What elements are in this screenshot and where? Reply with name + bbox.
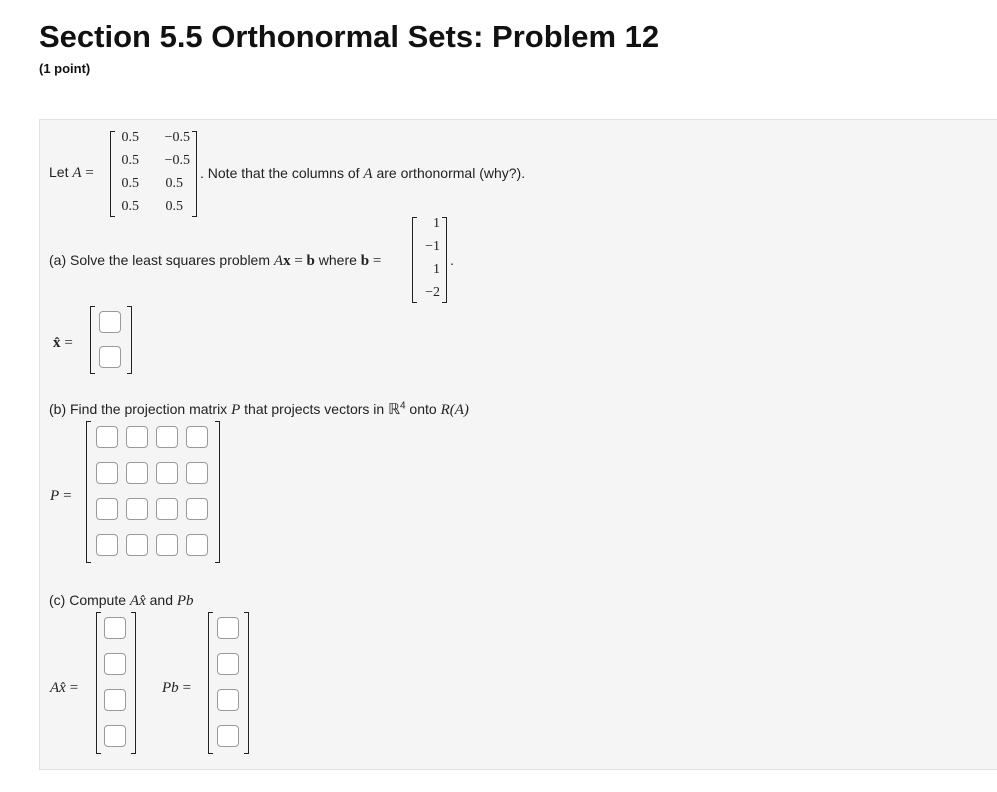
pb-input-2[interactable]	[217, 653, 239, 675]
vector-b-cell: 1	[433, 262, 440, 277]
pb-input-4[interactable]	[217, 725, 239, 747]
matrix-a-cell: 0.5	[121, 199, 139, 214]
p-input-r4-c2[interactable]	[126, 534, 148, 556]
matrix-a-cell: 0.5	[121, 176, 139, 191]
equals-sign: =	[85, 165, 94, 181]
p-input-r4-c1[interactable]	[96, 534, 118, 556]
pb-label-line	[162, 679, 191, 697]
p-input-r2-c3[interactable]	[156, 462, 178, 484]
p-input-r1-c1[interactable]	[96, 426, 118, 448]
ax-input-3[interactable]	[104, 689, 126, 711]
ax-label: Ax̂	[50, 680, 66, 696]
expr-pb: Pb	[176, 593, 194, 609]
p-input-r2-c4[interactable]	[186, 462, 208, 484]
problem-panel	[39, 119, 997, 770]
p-input-r1-c3[interactable]	[156, 426, 178, 448]
pb-label: Pb	[162, 680, 179, 696]
part-c-text: (c) Compute	[49, 592, 130, 608]
p-input-r2-c1[interactable]	[96, 462, 118, 484]
xhat-input-1[interactable]	[99, 311, 121, 333]
orthonormal-note	[200, 165, 525, 183]
xhat-left-bracket	[90, 306, 95, 374]
vector-b-right-bracket	[442, 217, 447, 303]
p-input-r1-c4[interactable]	[186, 426, 208, 448]
part-b-text: (b) Find the projection matrix	[49, 401, 232, 417]
p-input-r3-c3[interactable]	[156, 498, 178, 520]
ax-label-line	[50, 679, 78, 697]
p-input-r2-c2[interactable]	[126, 462, 148, 484]
expr-ax: Ax̂	[129, 593, 146, 609]
p-eq: =	[63, 488, 72, 504]
vector-b-cell: −2	[425, 285, 440, 300]
var-a: A	[72, 165, 82, 181]
note-text: . Note that the columns of	[200, 165, 364, 181]
reals-symbol: ℝ	[388, 402, 400, 418]
p-input-r1-c2[interactable]	[126, 426, 148, 448]
p-label: P	[50, 488, 60, 504]
onto-text: onto	[405, 401, 441, 417]
part-a-question	[49, 252, 381, 270]
matrix-a-cell: 0.5	[165, 176, 183, 191]
b-var: b	[360, 253, 370, 269]
part-a-text: (a) Solve the least squares problem	[49, 252, 274, 268]
note-var-a: A	[363, 166, 373, 182]
ax-eq: =	[69, 680, 79, 696]
ax-input-2[interactable]	[104, 653, 126, 675]
part-c-question	[49, 592, 194, 610]
p-input-r4-c3[interactable]	[156, 534, 178, 556]
period: .	[450, 252, 454, 268]
matrix-a-cell: 0.5	[121, 130, 139, 145]
expr-x: x	[283, 253, 291, 269]
matrix-a-cell: −0.5	[164, 153, 190, 168]
part-b-text2: that projects vectors in	[240, 401, 389, 417]
where-text: where	[314, 252, 361, 268]
xhat-label: x̂	[53, 335, 61, 351]
xhat-input-2[interactable]	[99, 346, 121, 368]
expr-a: A	[273, 253, 284, 269]
p-right-bracket	[215, 421, 220, 563]
pb-left-bracket	[208, 612, 213, 754]
and-text: and	[145, 592, 177, 608]
range-a: R(A)	[440, 402, 469, 418]
p-input-r3-c1[interactable]	[96, 498, 118, 520]
xhat-eq: =	[64, 335, 73, 351]
p-label-line	[50, 487, 72, 505]
note-end-text: are orthonormal (why?).	[372, 165, 526, 181]
b-eq: =	[369, 253, 382, 269]
intro-line	[49, 164, 94, 182]
ax-left-bracket	[96, 612, 101, 754]
superscript-4: 4	[399, 400, 406, 412]
page-title: Section 5.5 Orthonormal Sets: Problem 12	[39, 19, 660, 54]
matrix-a-cell: 0.5	[165, 199, 183, 214]
vector-b-cell: 1	[433, 216, 440, 231]
vector-b-cell: −1	[425, 239, 440, 254]
pb-input-3[interactable]	[217, 689, 239, 711]
matrix-a-right-bracket	[192, 131, 197, 217]
p-input-r4-c4[interactable]	[186, 534, 208, 556]
p-left-bracket	[86, 421, 91, 563]
xhat-label-line	[53, 334, 73, 352]
pb-eq: =	[182, 680, 192, 696]
p-input-r3-c2[interactable]	[126, 498, 148, 520]
ax-input-4[interactable]	[104, 725, 126, 747]
p-input-r3-c4[interactable]	[186, 498, 208, 520]
part-b-question	[49, 400, 469, 419]
let-text: Let	[49, 164, 69, 180]
points-label: (1 point)	[39, 61, 91, 76]
var-p: P	[231, 402, 241, 418]
matrix-a-cell: 0.5	[121, 153, 139, 168]
matrix-a-cell: −0.5	[164, 130, 190, 145]
pb-input-1[interactable]	[217, 617, 239, 639]
expr-eq: =	[290, 253, 307, 269]
pb-right-bracket	[244, 612, 249, 754]
ax-right-bracket	[131, 612, 136, 754]
ax-input-1[interactable]	[104, 617, 126, 639]
xhat-right-bracket	[127, 306, 132, 374]
expr-b: b	[306, 253, 315, 269]
